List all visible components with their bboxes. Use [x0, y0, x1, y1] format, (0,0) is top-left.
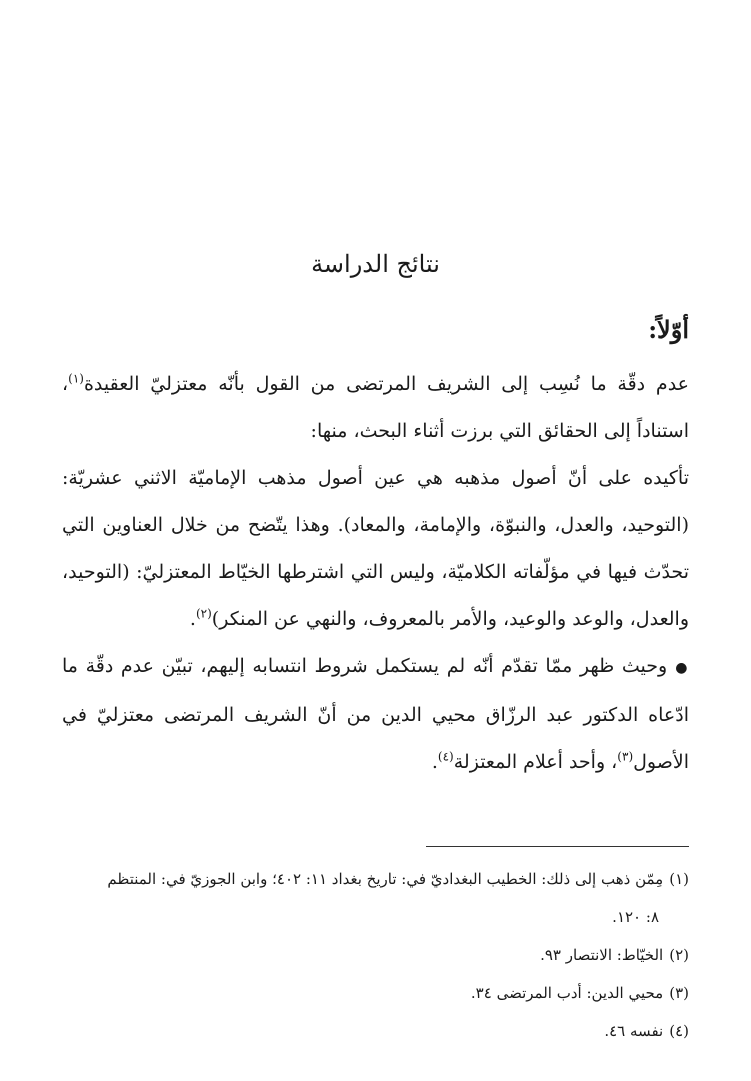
paragraph-3-text: وحيث ظهر ممّا تقدّم أنّه لم يستكمل شروط انتسابه إليهم، تبيّن عدم دقّة ما ادّعاه الدكتور عبد الرزّاق محيي الدين من أنّ الشريف المرتضى معتزليّ في الأصول	[62, 655, 689, 773]
paragraph-2-tail: .	[189, 608, 196, 630]
body-text	[62, 361, 689, 786]
paragraph-2	[62, 455, 689, 643]
paragraph-3	[62, 643, 689, 786]
footnote-2	[62, 936, 689, 974]
footnote-1	[62, 860, 689, 898]
paragraph-1-text: عدم دقّة ما نُسِب إلى الشريف المرتضى من القول بأنّه معتزليّ العقيدة	[83, 373, 689, 395]
footnote-3	[62, 974, 689, 1012]
footnotes	[62, 860, 689, 1050]
page-title: نتائج الدراسة	[311, 250, 440, 278]
paragraph-3-mid: ، وأحد أعلام المعتزلة	[453, 751, 618, 773]
footnote-text: مِمّن ذهب إلى ذلك: الخطيب البغداديّ في: تاريخ بغداد ١١: ٤٠٢؛ وابن الجوزيّ في: المنتظم	[107, 870, 664, 888]
footnote-number: (١)	[669, 870, 689, 888]
footnote-number: (٤)	[669, 1022, 689, 1040]
footnote-number: (٢)	[669, 946, 689, 964]
footnote-number: (٣)	[669, 984, 689, 1002]
document-page	[62, 0, 689, 1081]
footnote-4	[62, 1012, 689, 1050]
footnote-ref-4[interactable]: (٤)	[437, 749, 454, 764]
paragraph-1-tail: ، استناداً إلى الحقائق التي برزت أثناء البحث، منها:	[62, 373, 689, 442]
paragraph-3-tail: .	[431, 751, 438, 773]
bullet-icon: ●	[675, 660, 689, 676]
footnote-1-continuation: ٨: ١٢٠.	[612, 908, 659, 926]
footnote-text: نفسه ٤٦.	[604, 1022, 664, 1040]
paragraph-1	[62, 361, 689, 455]
footnote-ref-1[interactable]: (١)	[68, 371, 84, 386]
paragraph-2-text: تأكيده على أنّ أصول مذهبه هي عين أصول مذهب الإماميّة الاثني عشريّة: (التوحيد، والعدل، والنبوّة، والإمامة، والمعاد). وهذا يتّضح من خلال العناوين التي تحدّث فيها في مؤلّفاته الكلاميّة، وليس التي اشترطها الخيّاط المعتزليّ: (التوحيد، والعدل، والوعد والوعيد، والأمر بالمعروف، والنهي عن المنكر)	[62, 467, 689, 630]
footnote-divider	[426, 846, 689, 847]
footnote-text: محيي الدين: أدب المرتضى ٣٤.	[470, 984, 664, 1002]
footnote-text: الخيّاط: الانتصار ٩٣.	[540, 946, 664, 964]
section-heading: أوّلاً:	[648, 315, 689, 344]
footnote-ref-2[interactable]: (٢)	[195, 606, 212, 621]
footnote-ref-3[interactable]: (٣)	[617, 749, 634, 764]
